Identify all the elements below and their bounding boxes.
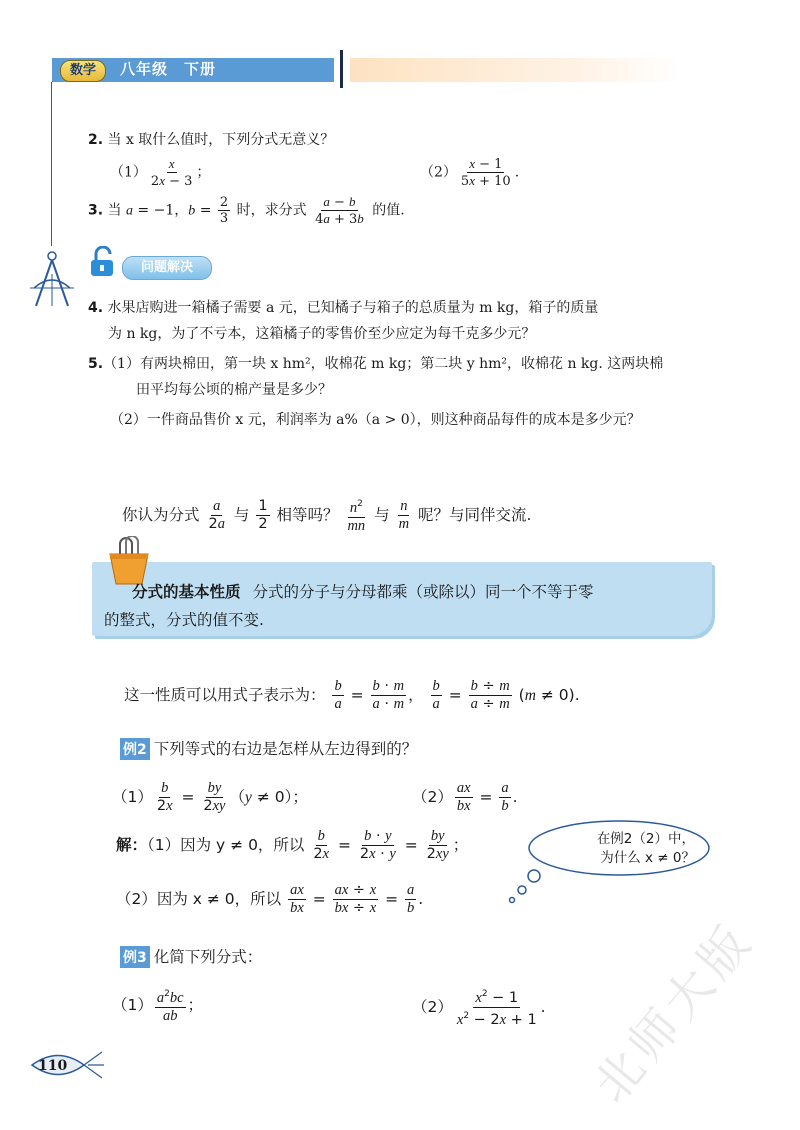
fraction: $\frac{a^2bc}{ab}$: [155, 986, 186, 1025]
fraction: $\frac{b}{a}$: [334, 678, 342, 712]
example-2-part-2: （2） $\frac{ax}{bx}$ = $\frac{a}{b}$ .: [412, 780, 518, 814]
fraction: $\frac{x - 1}{5x + 10}$: [460, 156, 511, 189]
fraction: $\frac{n}{m}$: [398, 497, 410, 532]
exercise-2-text: 当 x 取什么值时，下列分式无意义？: [107, 132, 335, 148]
grade-label: 八年级: [120, 60, 169, 78]
fraction: $\frac{b \cdot m}{a \cdot m}$: [372, 678, 405, 712]
watermark: 北师大版: [583, 912, 765, 1114]
example-2-solution-1: 解：（1）因为 y ≠ 0，所以 $\frac{b}{2x}$ = $\frac{b \cdot y}{2x \cdot y}$ = $\frac{by}{2xy}$ ；: [116, 828, 469, 862]
thought-bubble-tail: [500, 868, 550, 908]
fraction: $\frac{ax}{bx}$: [456, 780, 471, 814]
example-2-part-1: （1） $\frac{b}{2x}$ = $\frac{by}{2xy}$ （y ≠ 0）；: [112, 780, 308, 814]
fraction: $\frac{b}{a}$: [432, 678, 440, 712]
exercise-2-part-1: （1） $\frac{x}{2x - 3}$ ；: [110, 156, 211, 189]
header-fade: [350, 58, 680, 82]
example-3-heading: 例3 化简下列分式：: [120, 946, 262, 968]
unlock-icon: [88, 246, 118, 278]
fraction: $\frac{a}{b}$: [501, 780, 509, 814]
header-divider: [340, 50, 343, 88]
fraction: $\frac{1}{2}$: [258, 497, 268, 532]
example-3-part-2: （2） $\frac{x^2 - 1}{x^2 - 2x + 1}$ .: [412, 986, 546, 1029]
fraction: $\frac{x^2 - 1}{x^2 - 2x + 1}$: [455, 986, 539, 1029]
fraction: $\frac{b}{2x}$: [156, 780, 173, 814]
fraction: $\frac{by}{2xy}$: [426, 828, 449, 862]
fraction: $\frac{2}{3}$: [219, 195, 229, 226]
fraction: $\frac{x}{2x - 3}$: [150, 156, 193, 189]
property-title: 分式的基本性质: [132, 583, 241, 601]
example-3-label: 例3: [120, 946, 150, 968]
fraction: $\frac{ax}{bx}$: [290, 882, 304, 916]
fraction: $\frac{a - b}{4a + 3b}$: [315, 194, 364, 227]
example-3-part-1: （1） $\frac{a^2bc}{ab}$ ；: [112, 986, 203, 1025]
exercise-3: 3. 当 a = −1，b = $\frac{2}{3}$ 时，求分式 $\frac{a - b}{4a + 3b}$ 的值.: [88, 194, 405, 227]
exercise-4-line-1: 4. 水果店购进一箱橘子需要 a 元，已知橘子与箱子的总质量为 m kg，箱子的质量: [88, 300, 599, 316]
page-number: 110: [38, 1058, 68, 1074]
exercise-4-line-2: 为 n kg，为了不亏本，这箱橘子的零售价至少应定为每千克多少元？: [108, 326, 536, 342]
fraction: $\frac{a}{2a}$: [208, 497, 225, 532]
exercise-5-part-2: （2）一件商品售价 x 元，利润率为 a%（a > 0），则这种商品每件的成本是多少元？: [110, 412, 641, 428]
compass-icon: [26, 248, 78, 310]
example-2-solution-2: （2）因为 x ≠ 0，所以 $\frac{ax}{bx}$ = $\frac{ax \div x}{bx \div x}$ = $\frac{a}{b}$ .: [116, 882, 424, 916]
example-2-label: 例2: [120, 738, 150, 760]
margin-line: [51, 82, 52, 246]
fraction: $\frac{by}{2xy}$: [203, 780, 226, 814]
fraction: $\frac{b \div m}{a \div m}$: [470, 678, 510, 712]
property-line-2: 的整式，分式的值不变.: [104, 611, 264, 629]
fraction: $\frac{ax \div x}{bx \div x}$: [334, 882, 377, 916]
example-2-heading: 例2 下列等式的右边是怎样从左边得到的？: [120, 738, 417, 760]
exercise-2: 2. 当 x 取什么值时，下列分式无意义？: [88, 132, 335, 148]
exercise-5-line-1: 5.（1）有两块棉田，第一块 x hm²，收棉花 m kg；第二块 y hm²，收棉花 n kg. 这两块棉: [88, 356, 664, 372]
problem-solving-tag: 问题解决: [122, 256, 212, 280]
header-title: [120, 58, 232, 82]
exercise-2-part-2: （2） $\frac{x - 1}{5x + 10}$ .: [420, 156, 520, 189]
property-formula: 这一性质可以用式子表示为： $\frac{b}{a}$ = $\frac{b \cdot m}{a \cdot m}$ ， $\frac{b}{a}$ = $\frac{b \div m}{a \div m}$ (m ≠ 0).: [124, 678, 580, 712]
volume-label: 下册: [184, 60, 217, 78]
property-text: 分式的基本性质 分式的分子与分母都乘（或除以）同一个不等于零 的整式，分式的值不变.: [104, 578, 704, 634]
solution-label: 解：: [116, 836, 148, 854]
fraction: $\frac{a}{b}$: [406, 882, 415, 916]
subject-badge: 数学: [60, 60, 106, 82]
discussion-question: 你认为分式 $\frac{a}{2a}$ 与 $\frac{1}{2}$ 相等吗？ $\frac{n^2}{mn}$ 与 $\frac{n}{m}$ 呢？与同伴交流.: [122, 497, 532, 534]
thought-bubble-text: 在例2（2）中， 为什么 x ≠ 0？: [596, 831, 695, 866]
fraction: $\frac{b \cdot y}{2x \cdot y}$: [359, 828, 396, 862]
fraction: $\frac{n^2}{mn}$: [345, 496, 367, 535]
exercise-5-line-2: 田平均每公顷的棉产量是多少？: [136, 382, 332, 398]
fraction: $\frac{b}{2x}$: [313, 828, 330, 862]
